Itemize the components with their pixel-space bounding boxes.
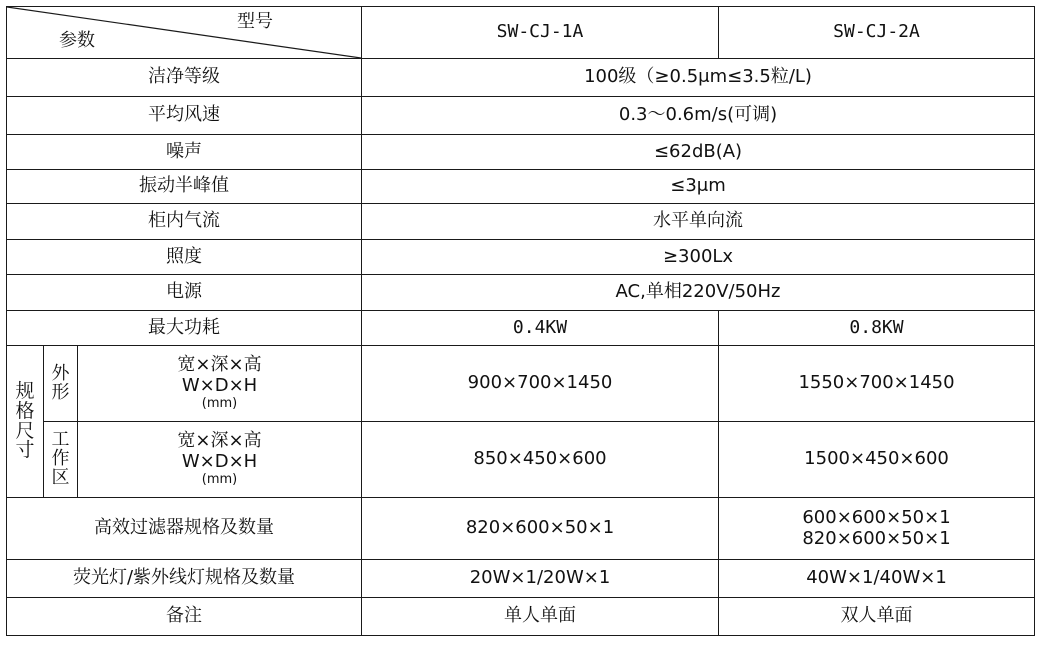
row-label: 荧光灯/紫外线灯规格及数量 [7,560,362,598]
work-area-dim-label: 宽×深×高 W×D×H (mm) [78,422,362,498]
outer-size-2a: 1550×700×1450 [719,346,1035,422]
model-name-2a: SW-CJ-2A [719,7,1035,59]
row-work-area-size [7,422,1035,498]
row-label: 平均风速 [7,97,362,135]
row-power-source [7,275,1035,311]
spec-table [6,6,1035,636]
row-noise [7,135,1035,170]
row-label: 照度 [7,240,362,275]
row-label: 高效过滤器规格及数量 [7,498,362,560]
work-area-size-1a: 850×450×600 [362,422,719,498]
row-illuminance [7,240,1035,275]
header-row [7,7,1035,59]
row-label: 洁净等级 [7,59,362,97]
remark-1a: 单人单面 [362,598,719,636]
work-area-size-2a: 1500×450×600 [719,422,1035,498]
row-label: 柜内气流 [7,204,362,240]
row-label: 最大功耗 [7,311,362,346]
row-value: AC,单相220V/50Hz [362,275,1035,311]
row-airflow [7,204,1035,240]
work-area-label: 工 作 区 [44,422,78,498]
row-value-2a: 0.8KW [719,311,1035,346]
row-label: 振动半峰值 [7,170,362,204]
outer-dim-label: 宽×深×高 W×D×H (mm) [78,346,362,422]
row-wind-speed [7,97,1035,135]
outer-size-1a: 900×700×1450 [362,346,719,422]
row-clean-level [7,59,1035,97]
row-value: 水平单向流 [362,204,1035,240]
param-label: 参数 [59,30,95,52]
row-hepa [7,498,1035,560]
row-max-power [7,311,1035,346]
lamps-1a: 20W×1/20W×1 [362,560,719,598]
row-label: 噪声 [7,135,362,170]
row-remark [7,598,1035,636]
row-label: 备注 [7,598,362,636]
row-outer-size [7,346,1035,422]
row-value: 100级（≥0.5μm≤3.5粒/L) [362,59,1035,97]
row-value-1a: 0.4KW [362,311,719,346]
lamps-2a: 40W×1/40W×1 [719,560,1035,598]
hepa-2a: 600×600×50×1 820×600×50×1 [719,498,1035,560]
remark-2a: 双人单面 [719,598,1035,636]
size-group-label: 规 格 尺 寸 [7,346,44,498]
row-value: 0.3～0.6m/s(可调) [362,97,1035,135]
model-label: 型号 [237,11,274,32]
hepa-1a: 820×600×50×1 [362,498,719,560]
row-value: ≤62dB(A) [362,135,1035,170]
diagonal-header-cell [7,7,362,59]
row-value: ≥300Lx [362,240,1035,275]
outer-label: 外 形 [44,346,78,422]
row-label: 电源 [7,275,362,311]
model-name-1a: SW-CJ-1A [362,7,719,59]
row-vibration [7,170,1035,204]
row-value: ≤3μm [362,170,1035,204]
row-lamps [7,560,1035,598]
